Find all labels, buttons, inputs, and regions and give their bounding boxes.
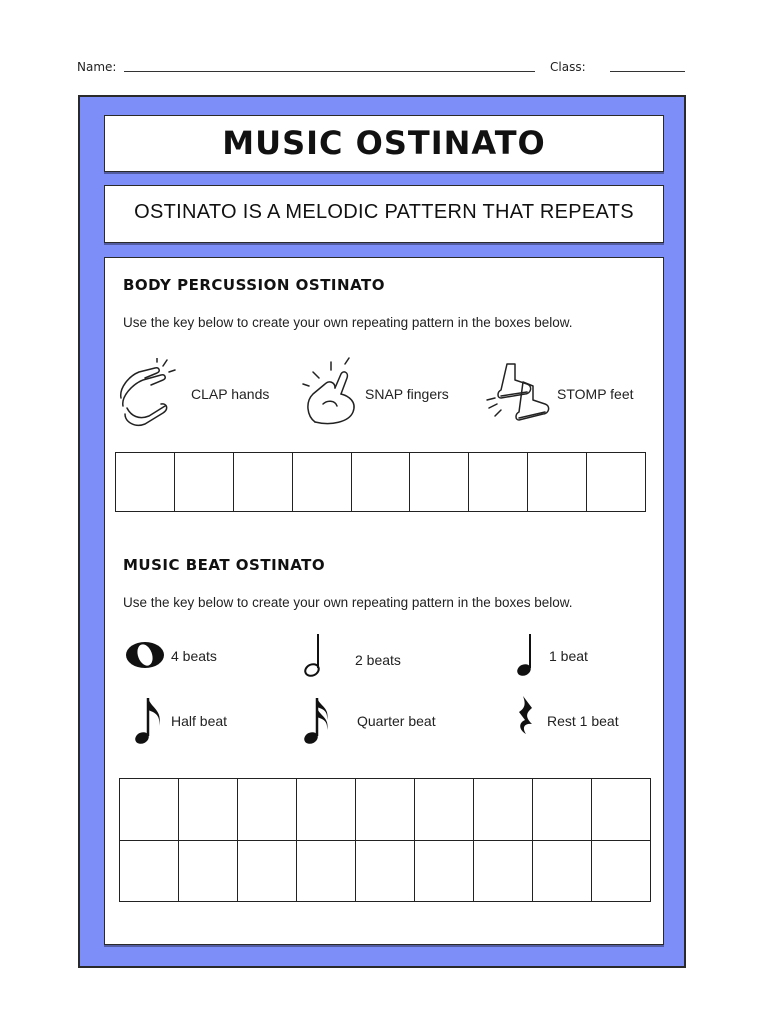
pattern-box[interactable] (351, 453, 410, 512)
music-beat-instructions: Use the key below to create your own repeating pattern in the boxes below. (123, 595, 573, 610)
pattern-box[interactable] (179, 779, 238, 841)
pattern-box[interactable] (533, 840, 592, 902)
pattern-box[interactable] (292, 453, 351, 512)
pattern-box[interactable] (528, 453, 587, 512)
key-label-half: 2 beats (355, 652, 401, 668)
pattern-box[interactable] (474, 779, 533, 841)
key-label-snap: SNAP fingers (365, 386, 449, 402)
body-percussion-instructions: Use the key below to create your own repeating pattern in the boxes below. (123, 315, 573, 330)
title-card (104, 115, 664, 172)
pattern-box[interactable] (233, 453, 292, 512)
stomping-feet-icon (485, 360, 555, 426)
page-title: MUSIC OSTINATO (222, 124, 546, 162)
quarter-note-icon (515, 632, 537, 678)
half-note-icon (303, 632, 325, 678)
name-field-line[interactable] (124, 71, 535, 72)
class-field-line[interactable] (610, 71, 685, 72)
quarter-rest-icon (515, 694, 537, 746)
pattern-box[interactable] (415, 840, 474, 902)
pattern-box[interactable] (587, 453, 646, 512)
key-label-sixteenth: Quarter beat (357, 713, 436, 729)
sixteenth-note-icon (303, 694, 333, 746)
whole-note-icon (125, 640, 165, 670)
music-beat-heading: MUSIC BEAT OSTINATO (123, 556, 326, 574)
pattern-box[interactable] (410, 453, 469, 512)
key-label-whole: 4 beats (171, 648, 217, 664)
key-label-rest: Rest 1 beat (547, 713, 619, 729)
subtitle-card (104, 185, 664, 243)
pattern-box[interactable] (474, 840, 533, 902)
pattern-box[interactable] (356, 779, 415, 841)
worksheet-frame (78, 95, 686, 968)
eighth-note-icon (133, 694, 165, 746)
main-card (104, 257, 664, 945)
class-label: Class: (550, 60, 586, 74)
pattern-box[interactable] (120, 840, 179, 902)
pattern-box[interactable] (297, 779, 356, 841)
pattern-box[interactable] (116, 453, 175, 512)
pattern-box[interactable] (238, 779, 297, 841)
body-percussion-grid (115, 452, 646, 512)
clapping-hands-icon (111, 358, 177, 428)
pattern-box[interactable] (592, 779, 651, 841)
pattern-box[interactable] (469, 453, 528, 512)
pattern-box[interactable] (179, 840, 238, 902)
pattern-box[interactable] (297, 840, 356, 902)
pattern-box[interactable] (174, 453, 233, 512)
body-percussion-heading: BODY PERCUSSION OSTINATO (123, 276, 385, 294)
key-label-quarter: 1 beat (549, 648, 588, 664)
pattern-box[interactable] (238, 840, 297, 902)
pattern-box[interactable] (533, 779, 592, 841)
music-beat-grid (119, 778, 651, 902)
snapping-fingers-icon (301, 356, 365, 428)
pattern-box[interactable] (120, 779, 179, 841)
pattern-box[interactable] (415, 779, 474, 841)
key-label-eighth: Half beat (171, 713, 228, 729)
key-label-clap: CLAP hands (191, 386, 270, 402)
pattern-box[interactable] (356, 840, 415, 902)
key-label-stomp: STOMP feet (557, 386, 634, 402)
pattern-box[interactable] (592, 840, 651, 902)
name-label: Name: (77, 60, 117, 74)
page-subtitle: OSTINATO IS A MELODIC PATTERN THAT REPEATS (134, 201, 634, 223)
